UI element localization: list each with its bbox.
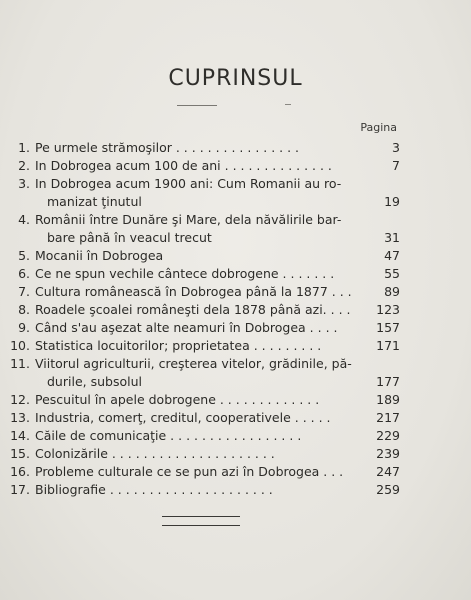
toc-entry-number: 11.	[10, 356, 30, 371]
toc-entry	[0, 409, 471, 427]
toc-entry-text: Industria, comerţ, creditul, cooperativele . . . . .	[35, 410, 331, 425]
toc-entry-line	[0, 283, 471, 301]
toc-entry-page: 217	[376, 410, 400, 425]
toc-entry	[0, 427, 471, 445]
toc-entry	[0, 463, 471, 481]
table-of-contents	[0, 139, 471, 499]
toc-entry-text: durile, subsolul	[47, 374, 142, 389]
toc-entry-number: 6.	[18, 266, 30, 281]
toc-entry-text: In Dobrogea acum 100 de ani . . . . . . . . . . . . . .	[35, 158, 332, 173]
toc-entry-line	[0, 193, 471, 211]
closing-rule-top	[162, 516, 240, 517]
toc-entry-page: 189	[376, 392, 400, 407]
toc-entry-number: 14.	[10, 428, 30, 443]
toc-entry-page: 89	[384, 284, 400, 299]
toc-entry-line	[0, 337, 471, 355]
toc-entry-line	[0, 175, 471, 193]
toc-entry-text: Căile de comunicaţie . . . . . . . . . . . . . . . . .	[35, 428, 302, 443]
toc-entry-page: 157	[376, 320, 400, 335]
toc-entry-number: 15.	[10, 446, 30, 461]
toc-entry-page: 239	[376, 446, 400, 461]
page-title: CUPRINSUL	[168, 66, 303, 91]
toc-entry-line	[0, 481, 471, 499]
toc-entry	[0, 481, 471, 499]
toc-entry-line	[0, 445, 471, 463]
toc-entry-page: 177	[376, 374, 400, 389]
toc-entry-number: 9.	[18, 320, 30, 335]
toc-entry-number: 4.	[18, 212, 30, 227]
toc-entry-number: 8.	[18, 302, 30, 317]
toc-entry-text: manizat ţinutul	[47, 194, 142, 209]
toc-entry-number: 12.	[10, 392, 30, 407]
toc-entry-number: 7.	[18, 284, 30, 299]
toc-entry	[0, 247, 471, 265]
toc-entry-line	[0, 139, 471, 157]
toc-entry-line	[0, 427, 471, 445]
toc-entry	[0, 139, 471, 157]
toc-entry-page: 247	[376, 464, 400, 479]
toc-entry-line	[0, 409, 471, 427]
toc-entry	[0, 301, 471, 319]
toc-entry-text: In Dobrogea acum 1900 ani: Cum Romanii au ro-	[35, 176, 342, 191]
toc-entry-text: Viitorul agriculturii, creşterea vitelor, grădinile, pă-	[35, 356, 352, 371]
toc-entry-page: 31	[384, 230, 400, 245]
toc-entry-line	[0, 211, 471, 229]
toc-entry-page: 123	[376, 302, 400, 317]
toc-entry-number: 5.	[18, 248, 30, 263]
toc-entry	[0, 337, 471, 355]
toc-entry-line	[0, 157, 471, 175]
toc-entry	[0, 157, 471, 175]
toc-entry-page: 55	[384, 266, 400, 281]
toc-entry-number: 2.	[18, 158, 30, 173]
toc-entry-number: 17.	[10, 482, 30, 497]
toc-entry-page: 19	[384, 194, 400, 209]
toc-entry-text: Roadele şcoalei româneşti dela 1878 până azi. . . .	[35, 302, 351, 317]
toc-entry-page: 7	[392, 158, 400, 173]
toc-entry-number: 16.	[10, 464, 30, 479]
toc-entry	[0, 211, 471, 247]
toc-entry-text: Statistica locuitorilor; proprietatea . . . . . . . . .	[35, 338, 322, 353]
toc-entry-page: 229	[376, 428, 400, 443]
toc-entry-line	[0, 229, 471, 247]
toc-entry-text: bare până în veacul trecut	[47, 230, 212, 245]
toc-entry-line	[0, 265, 471, 283]
toc-entry-line	[0, 301, 471, 319]
toc-entry-text: Pescuitul în apele dobrogene . . . . . . . . . . . . .	[35, 392, 320, 407]
toc-entry-line	[0, 355, 471, 373]
toc-entry-page: 259	[376, 482, 400, 497]
toc-entry-text: Bibliografie . . . . . . . . . . . . . . . . . . . . .	[35, 482, 273, 497]
toc-entry-page: 47	[384, 248, 400, 263]
toc-entry	[0, 391, 471, 409]
title-divider-mark	[285, 104, 291, 105]
toc-entry-text: Când s'au aşezat alte neamuri în Dobrogea . . . .	[35, 320, 338, 335]
toc-entry	[0, 319, 471, 337]
toc-entry-line	[0, 463, 471, 481]
toc-entry-text: Probleme culturale ce se pun azi în Dobrogea . . .	[35, 464, 344, 479]
toc-entry-number: 13.	[10, 410, 30, 425]
toc-entry-text: Românii între Dunăre şi Mare, dela năvălirile bar-	[35, 212, 342, 227]
toc-entry-text: Cultura românească în Dobrogea până la 1877 . . .	[35, 284, 352, 299]
toc-entry-line	[0, 247, 471, 265]
toc-entry-number: 10.	[10, 338, 30, 353]
toc-entry-text: Ce ne spun vechile cântece dobrogene . . . . . . .	[35, 266, 335, 281]
toc-entry	[0, 265, 471, 283]
toc-entry-line	[0, 319, 471, 337]
closing-rule-bottom	[162, 525, 240, 526]
toc-entry-number: 1.	[18, 140, 30, 155]
toc-entry	[0, 175, 471, 211]
toc-entry-text: Pe urmele strămoşilor . . . . . . . . . . . . . . . .	[35, 140, 300, 155]
toc-entry-text: Colonizările . . . . . . . . . . . . . . . . . . . . .	[35, 446, 275, 461]
toc-entry	[0, 283, 471, 301]
toc-entry-line	[0, 373, 471, 391]
toc-entry	[0, 355, 471, 391]
toc-entry	[0, 445, 471, 463]
toc-entry-page: 3	[392, 140, 400, 155]
toc-entry-line	[0, 391, 471, 409]
toc-entry-text: Mocanii în Dobrogea	[35, 248, 164, 263]
page-column-header: Pagina	[360, 121, 397, 134]
toc-entry-page: 171	[376, 338, 400, 353]
toc-entry-number: 3.	[18, 176, 30, 191]
title-divider	[177, 105, 217, 106]
